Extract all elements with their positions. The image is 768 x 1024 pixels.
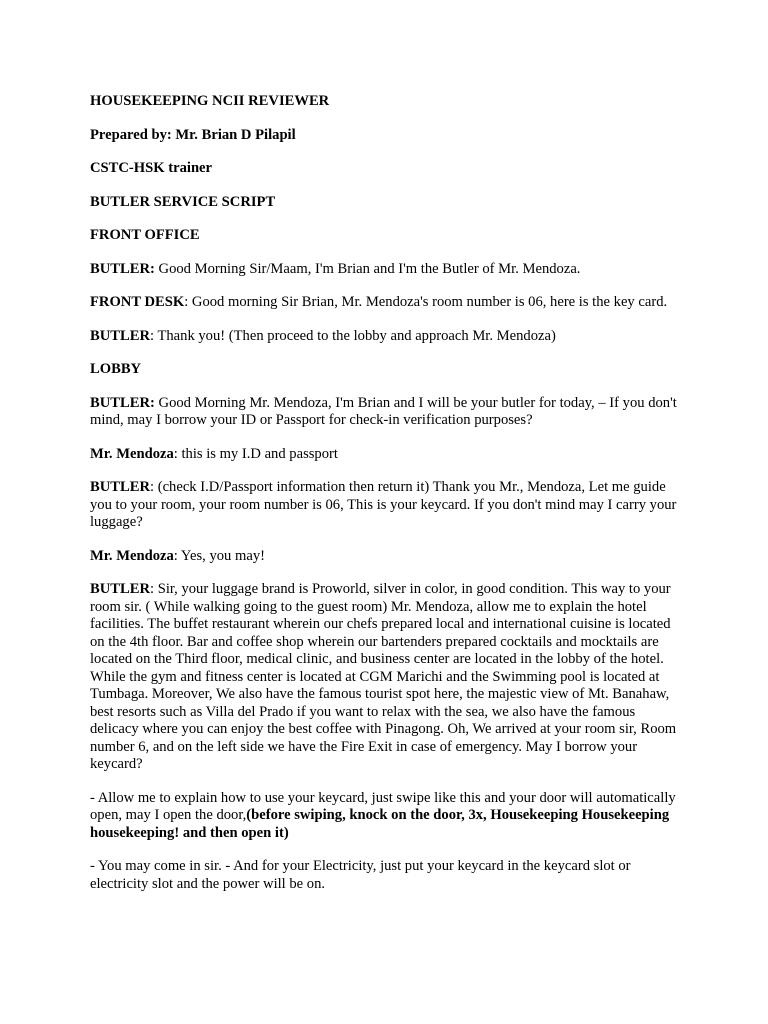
speaker-label: BUTLER xyxy=(90,479,151,495)
section-front-office: FRONT OFFICE xyxy=(90,227,200,243)
dialogue-text: : Thank you! (Then proceed to the lobby and approach Mr. Mendoza) xyxy=(150,327,556,344)
trainer-line: CSTC-HSK trainer xyxy=(90,160,213,176)
dialogue-text: : (check I.D/Passport information then return it) Thank you Mr., Mendoza, Let me guide you to your room, your room number is 06, This is your keycard. If you don't mind may I carry your luggage? xyxy=(90,479,677,530)
dialogue-line xyxy=(90,294,680,312)
dialogue-text: : this is my I.D and passport xyxy=(173,445,338,462)
section-lobby: LOBBY xyxy=(90,361,142,377)
document-page xyxy=(90,93,680,909)
speaker-label: BUTLER xyxy=(90,581,151,597)
dialogue-line xyxy=(90,548,680,566)
speaker-label: FRONT DESK xyxy=(90,294,185,310)
prepared-by: Prepared by: Mr. Brian D Pilapil xyxy=(90,126,296,143)
dialogue-line xyxy=(90,479,680,532)
dialogue-line xyxy=(90,395,680,430)
speaker-label: BUTLER xyxy=(90,327,151,344)
keycard-text: - Allow me to explain how to use your keycard, just swipe like this and your door will automatically open, may I open the door, xyxy=(90,789,676,823)
speaker-label: BUTLER: xyxy=(90,394,155,411)
electricity-instructions: - You may come in sir. - And for your Electricity, just put your keycard in the keycard slot or electricity slot and the power will be on. xyxy=(90,858,631,892)
dialogue-text: : Yes, you may! xyxy=(173,547,265,564)
dialogue-line xyxy=(90,581,680,774)
dialogue-text: Good Morning Mr. Mendoza, I'm Brian and I will be your butler for today, – If you don't mind, may I borrow your ID or Passport for check-in verification purposes? xyxy=(90,394,677,428)
keycard-instructions xyxy=(90,790,680,843)
dialogue-text: : Sir, your luggage brand is Proworld, silver in color, in good condition. This way to your room sir. ( While walking going to the guest room) Mr. Mendoza, allow me to explain the hotel facilities. The buffet restaurant wherein our chefs prepared local and international cuisine is located on the 4th floor. Bar and coffee shop wherein our bartenders prepared cocktails and mocktails are located on the Third floor, medical clinic, and business center are located in the lobby of the hotel. While the gym and fitness center is located at CGM Marichi and the Swimming pool is located at Tumbaga. Moreover, We also have the famous tourist spot here, the majestic view of Mt. Banahaw, best resorts such as Villa del Prado if you want to relax with the sea, we also have the famous delicacy where you can enjoy the best coffee with Pinagong. Oh, We arrived at your room sir, Room number 6, and on the left side we have the Fire Exit in case of emergency. May I borrow your keycard? xyxy=(90,581,677,772)
dialogue-line xyxy=(90,261,680,279)
dialogue-text: Good Morning Sir/Maam, I'm Brian and I'm the Butler of Mr. Mendoza. xyxy=(154,260,581,277)
dialogue-line xyxy=(90,328,680,346)
speaker-label: Mr. Mendoza xyxy=(90,547,174,564)
speaker-label: BUTLER: xyxy=(90,260,155,277)
dialogue-line xyxy=(90,446,680,464)
document-title: HOUSEKEEPING NCII REVIEWER xyxy=(90,93,330,109)
speaker-label: Mr. Mendoza xyxy=(90,445,174,462)
script-title: BUTLER SERVICE SCRIPT xyxy=(90,193,276,210)
keycard-bold-note: (before swiping, knock on the door, 3x, Housekeeping Housekeeping housekeeping! and then open it) xyxy=(90,807,670,841)
dialogue-text: : Good morning Sir Brian, Mr. Mendoza's room number is 06, here is the key card. xyxy=(184,294,668,310)
